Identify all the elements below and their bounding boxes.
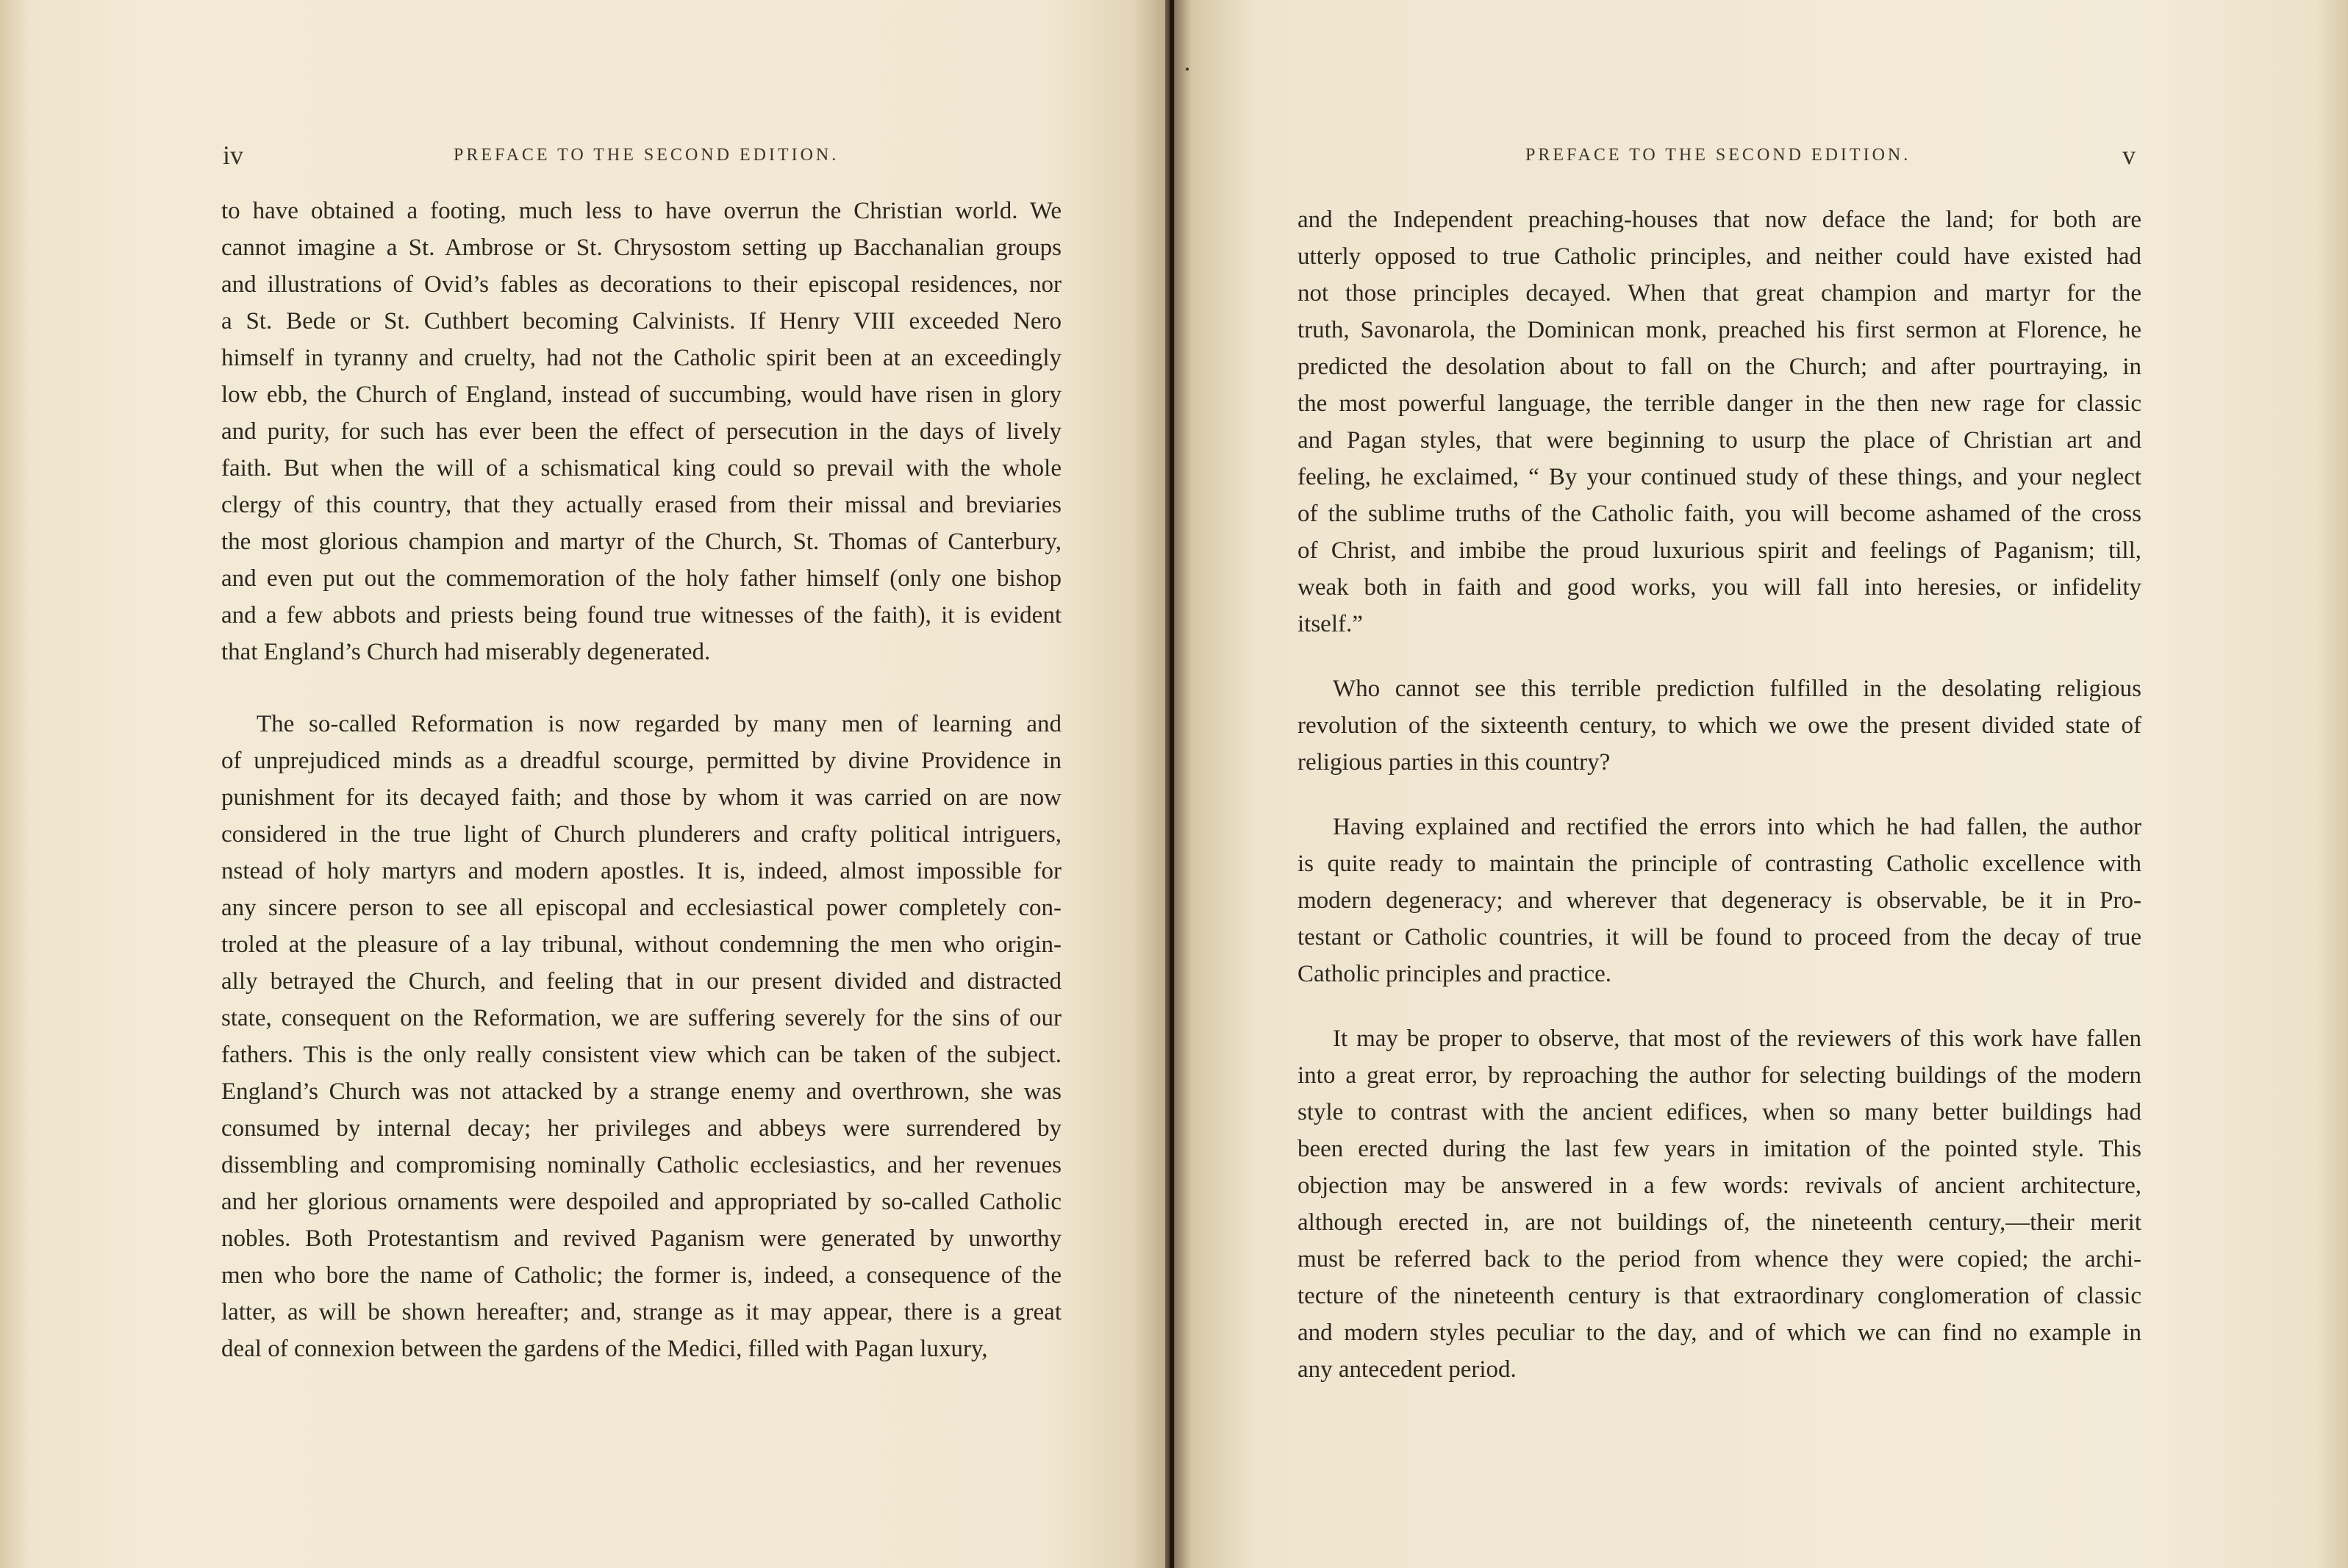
text-line: It may be proper to observe, that most of the reviewers of this work have fallen (1333, 1025, 2141, 1052)
text-line: clergy of this country, that they actually erased from their missal and breviaries (221, 492, 1062, 518)
text-line: faith. But when the will of a schismatical king could so prevail with the whole (221, 455, 1062, 482)
text-line: men who bore the name of Catholic; the former is, indeed, a consequence of the (221, 1262, 1062, 1289)
text-line: itself.” (1298, 611, 1363, 637)
text-line: the most powerful language, the terrible danger in the then new rage for classic (1298, 390, 2141, 417)
text-line: himself in tyranny and cruelty, had not the Catholic spirit been at an exceedingly (221, 345, 1062, 371)
text-line: nobles. Both Protestantism and revived Paganism were generated by unworthy (221, 1225, 1062, 1252)
left-page (0, 0, 1167, 1568)
text-line: objection may be answered in a few words: revivals of ancient architecture, (1298, 1173, 2141, 1199)
text-line: any antecedent period. (1298, 1356, 1517, 1383)
text-line: latter, as will be shown hereafter; and, strange as it may appear, there is a great (221, 1299, 1062, 1325)
paragraph (221, 193, 1062, 670)
text-line: and purity, for such has ever been the effect of persecution in the days of lively (221, 418, 1062, 445)
page-body (1298, 201, 2141, 1388)
text-line: low ebb, the Church of England, instead of succumbing, would have risen in glory (221, 382, 1062, 408)
text-line: and Pagan styles, that were beginning to usurp the place of Christian art and (1298, 427, 2141, 454)
text-line: fathers. This is the only really consistent view which can be taken of the subject. (221, 1042, 1062, 1068)
text-line: truth, Savonarola, the Dominican monk, preached his first sermon at Florence, he (1298, 317, 2141, 343)
text-line: religious parties in this country? (1298, 749, 1611, 776)
text-line: and her glorious ornaments were despoiled and appropriated by so-called Catholic (221, 1189, 1062, 1215)
text-line: utterly opposed to true Catholic principles, and neither could have existed had (1298, 243, 2141, 270)
text-line: been erected during the last few years in imitation of the pointed style. This (1298, 1136, 2141, 1162)
text-line: Who cannot see this terrible prediction fulfilled in the desolating religious (1333, 676, 2141, 702)
running-head: PREFACE TO THE SECOND EDITION. (454, 146, 840, 165)
paragraph (1298, 1020, 2141, 1388)
text-line: punishment for its decayed faith; and those by whom it was carried on are now (221, 784, 1062, 811)
text-line: ally betrayed the Church, and feeling that in our present divided and distracted (221, 968, 1062, 995)
text-line: tecture of the nineteenth century is that extraordinary conglomeration of classic (1298, 1283, 2141, 1309)
text-line: considered in the true light of Church plunderers and crafty political intriguers, (221, 821, 1062, 848)
right-page (1170, 0, 2348, 1568)
text-line: into a great error, by reproaching the author for selecting buildings of the modern (1298, 1062, 2141, 1089)
text-line: troled at the pleasure of a lay tribunal, without condemning the men who origin- (221, 931, 1062, 958)
text-line: the most glorious champion and martyr of the Church, St. Thomas of Canterbury, (221, 529, 1062, 555)
text-line: state, consequent on the Reformation, we are suffering severely for the sins of our (221, 1005, 1062, 1031)
text-line: revolution of the sixteenth century, to which we owe the present divided state of (1298, 712, 2141, 739)
text-line: and the Independent preaching-houses that now deface the land; for both are (1298, 207, 2141, 233)
paragraph (221, 706, 1062, 1367)
text-line: cannot imagine a St. Ambrose or St. Chrysostom setting up Bacchanalian groups (221, 235, 1062, 261)
text-line: and modern styles peculiar to the day, and of which we can find no example in (1298, 1320, 2141, 1346)
running-head: PREFACE TO THE SECOND EDITION. (1525, 146, 1911, 165)
text-line: and even put out the commemoration of the holy father himself (only one bishop (221, 565, 1062, 592)
text-line: dissembling and compromising nominally Catholic ecclesiastics, and her revenues (221, 1152, 1062, 1178)
text-line: is quite ready to maintain the principle of contrasting Catholic excellence with (1298, 851, 2141, 877)
text-line: and a few abbots and priests being found true witnesses of the faith), it is evident (221, 602, 1062, 629)
paragraph (1298, 670, 2141, 781)
text-line: and illustrations of Ovid’s fables as decorations to their episcopal residences, nor (221, 271, 1062, 298)
page-number: v (2122, 140, 2136, 170)
text-line: England’s Church was not attacked by a strange enemy and overthrown, she was (221, 1078, 1062, 1105)
text-line: testant or Catholic countries, it will be found to proceed from the decay of true (1298, 924, 2141, 951)
text-line: of unprejudiced minds as a dreadful scourge, permitted by divine Providence in (221, 748, 1062, 774)
text-line: Catholic principles and practice. (1298, 961, 1612, 987)
text-line: Having explained and rectified the errors into which he had fallen, the author (1333, 814, 2141, 840)
text-line: style to contrast with the ancient edifices, when so many better buildings had (1298, 1099, 2141, 1125)
text-line: nstead of holy martyrs and modern apostles. It is, indeed, almost impossible for (221, 858, 1062, 884)
text-line: not those principles decayed. When that great champion and martyr for the (1298, 280, 2141, 307)
page-number: iv (223, 140, 244, 170)
page-body (221, 193, 1062, 1367)
text-line: consumed by internal decay; her privileges and abbeys were surrendered by (221, 1115, 1062, 1142)
text-line: of Christ, and imbibe the proud luxurious spirit and feelings of Paganism; till, (1298, 537, 2141, 564)
text-line: weak both in faith and good works, you will fall into heresies, or infidelity (1298, 574, 2141, 601)
text-line: feeling, he exclaimed, “ By your continued study of these things, and your neglect (1298, 464, 2141, 490)
text-line: The so-called Reformation is now regarded by many men of learning and (257, 711, 1062, 737)
text-line: a St. Bede or St. Cuthbert becoming Calvinists. If Henry VIII exceeded Nero (221, 308, 1062, 334)
text-line: although erected in, are not buildings of, the nineteenth century,—their merit (1298, 1209, 2141, 1236)
text-line: modern degeneracy; and wherever that degeneracy is observable, be it in Pro- (1298, 887, 2141, 914)
text-line: any sincere person to see all episcopal and ecclesiastical power completely con- (221, 895, 1062, 921)
text-line: to have obtained a footing, much less to have overrun the Christian world. We (221, 198, 1062, 224)
text-line: deal of connexion between the gardens of the Medici, filled with Pagan luxury, (221, 1336, 988, 1362)
text-line: must be referred back to the period from whence they were copied; the archi- (1298, 1246, 2141, 1272)
text-line: of the sublime truths of the Catholic faith, you will become ashamed of the cross (1298, 501, 2141, 527)
text-line: that England’s Church had miserably degenerated. (221, 639, 711, 665)
paragraph (1298, 201, 2141, 642)
paragraph (1298, 809, 2141, 992)
text-line: predicted the desolation about to fall on the Church; and after pourtraying, in (1298, 354, 2141, 380)
